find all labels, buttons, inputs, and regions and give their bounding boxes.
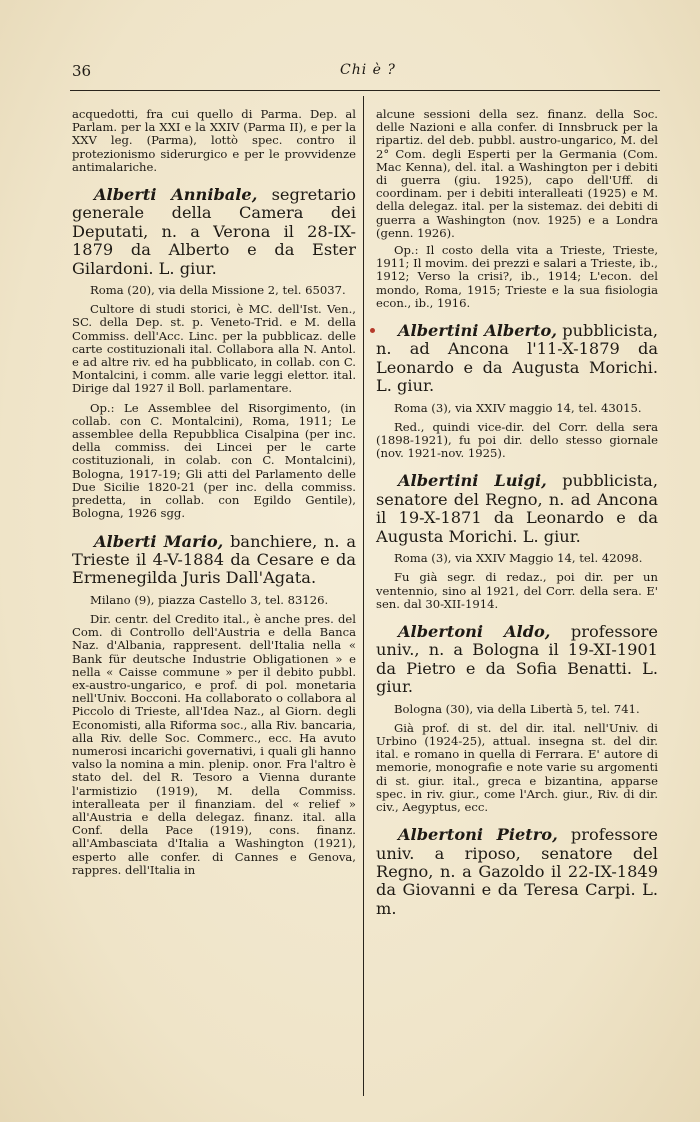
page-number: 36 <box>72 62 92 80</box>
entry-heading <box>376 826 658 918</box>
entry-heading <box>376 472 658 546</box>
entry-albertoni-pietro <box>376 826 658 918</box>
entry-alberti-mario <box>72 533 356 877</box>
entry-works: Op.: Il costo della vita a Trieste, Trieste, 1911; Il movim. dei prezzi e salari a Trieste, ib., 1912; Verso la crisi?, ib., 1914; L'econ. del mondo, Roma, 1915; Trieste e la sua fisiologia econ., ib., 1916. <box>376 243 658 310</box>
entry-description: professore univ., n. a Bologna il 19-XI-1901 da Pietro e da Sofia Benatti. L. giur. <box>376 621 658 697</box>
entry-address: Roma (3), via XXIV Maggio 14, tel. 42098. <box>394 551 643 566</box>
entry-address: Bologna (30), via della Libertà 5, tel. 741. <box>394 701 640 716</box>
entry-description: pubblicista, n. ad Ancona l'11-X-1879 da Leonardo e da Augusta Morichi. L. giur. <box>376 321 658 396</box>
continued-text: alcune sessioni della sez. finanz. della Soc. delle Nazioni e alla confer. di Innsbruck per la ripartiz. del deb. pubbl. austro-ungarico, M. del 2° Com. degli Esperti per la Germania (Com. Mac Kenna), del. ital. a Washington per i debiti di guerra (giu. 1925), capo dell'Uff. di coordinam. per i debiti interalleati (1925) e M. della delegaz. ital. per la sistemaz. dei debiti di guerra a Washington (nov. 1925) e a Londra (genn. 1926). <box>376 107 658 240</box>
entry-body: Dir. centr. del Credito ital., è anche pres. del Com. di Controllo dell'Austria e della Banca Naz. d'Albania, rappresent. dell'Italia nella « Bank für deutsche Industrie Obligationen » e nella « Caisse commune » per il debito pubbl. ex-austro-ungarico, e prof. di pol. monetaria nell'Univ. Bocconi. Ha collaborato o collabora al Piccolo di Trieste, all'Idea Naz., al Giorn. degli Economisti, alla Riforma soc., alla Riv. bancaria, alla Riv. delle Soc. Commerc., ecc. Ha avuto numerosi incarichi governativi, i quali gli hanno valso la nomina a min. plenip. onor. Fra l'altro è stato del. del R. Tesoro a Vienna durante l'armistizio (1919), M. della Commiss. interalleata per il finanziam. del « relief » all'Austria e della delegaz. finanz. ital. alla Conf. della Pace (1919), cons. finanz. all'Ambasciata d'Italia a Washington (1921), esperto alle confer. di Cannes e Genova, rappres. dell'Italia in <box>72 611 356 877</box>
entry-name: Alberti Mario, <box>94 531 224 551</box>
entry-name: Alberti Annibale, <box>94 185 258 205</box>
continued-text: acquedotti, fra cui quello di Parma. Dep. al Parlam. per la XXI e la XXIV (Parma II), e per la XXV leg. (Parma), lottò spec. contro il protezionismo siderurgico e per le provvidenze antimalariche. <box>72 107 356 174</box>
entry-name: Albertini Luigi, <box>398 471 547 491</box>
entry-works: Op.: Le Assemblee del Risorgimento, (in collab. con C. Montalcini), Roma, 1911; Le assemblee della Repubblica Cisalpina (per inc. della commiss. dei Lincei per le carte costituzionali, in colab. con C. Montalcini), Bologna, 1917-19; Gli atti del Parlamento delle Due Sicilie 1820-21 (per inc. della commiss. predetta, in collab. con Egildo Gentile), Bologna, 1926 sgg. <box>72 400 356 521</box>
entry-heading <box>72 533 356 588</box>
entry-albertini-luigi <box>376 472 658 610</box>
entry-address: Roma (3), via XXIV maggio 14, tel. 43015. <box>394 400 642 415</box>
page-header <box>72 62 660 86</box>
entry-albertoni-aldo <box>376 623 658 814</box>
entry-name: Albertoni Aldo, <box>398 621 551 641</box>
header-rule <box>70 90 660 91</box>
entry-description: professore univ. a riposo, senatore del Regno, n. a Gazoldo il 22-IX-1849 da Giovanni e da Teresa Carpi. L. m. <box>376 825 658 918</box>
entry-description: segretario generale della Camera dei Deputati, n. a Verona il 28-IX-1879 da Alberto e da Ester Gilardoni. L. giur. <box>72 185 356 278</box>
entry-body: Già prof. di st. del dir. ital. nell'Univ. di Urbino (1924-25), attual. insegna st. del dir. ital. e romano in quella di Ferrara. E' autore di memorie, monografie e note varie su argomenti di st. giur. ital., greca e bizantina, apparse spec. in riv. giur., come l'Arch. giur., Riv. di dir. civ., Aegyptus, ecc. <box>376 720 658 814</box>
entry-description: pubblicista, senatore del Regno, n. ad Ancona il 19-X-1871 da Leonardo e da Augusta Morichi. L. giur. <box>376 471 658 546</box>
entry-body: Fu già segr. di redaz., poi dir. per un ventennio, sino al 1921, del Corr. della sera. E' sen. dal 30-XII-1914. <box>376 570 658 611</box>
left-column <box>72 108 356 883</box>
running-title: Chi è ? <box>340 62 396 78</box>
entry-body: Cultore di studi storici, è MC. dell'Ist. Ven., SC. della Dep. st. p. Veneto-Trid. e M. della Commiss. dell'Acc. Linc. per la pubblicaz. delle carte costituzionali ital. Collabora alla N. Antol. e ad altre riv. ed ha pubblicato, in collab. con C. Montalcini, i comm. alle varie leggi elettor. ital. Dirige dal 1927 il Boll. parlamentare. <box>72 302 356 396</box>
right-column <box>376 108 658 924</box>
entry-description: banchiere, n. a Trieste il 4-V-1884 da Cesare e da Ermenegilda Juris Dall'Agata. <box>72 531 356 588</box>
entry-name: Albertini Alberto, <box>398 321 557 341</box>
entry-name: Albertoni Pietro, <box>398 825 558 845</box>
entry-heading <box>376 623 658 697</box>
entry-address: Roma (20), via della Missione 2, tel. 65037. <box>90 283 346 298</box>
red-mark <box>370 328 375 333</box>
column-divider <box>363 96 364 1096</box>
entry-albertini-alberto <box>376 322 658 460</box>
entry-heading <box>376 322 658 396</box>
entry-alberti-annibale <box>72 186 356 520</box>
entry-heading <box>72 186 356 278</box>
entry-body: Red., quindi vice-dir. del Corr. della sera (1898-1921), fu poi dir. dello stesso giornale (nov. 1921-nov. 1925). <box>376 419 658 461</box>
entry-address: Milano (9), piazza Castello 3, tel. 83126. <box>90 592 329 607</box>
